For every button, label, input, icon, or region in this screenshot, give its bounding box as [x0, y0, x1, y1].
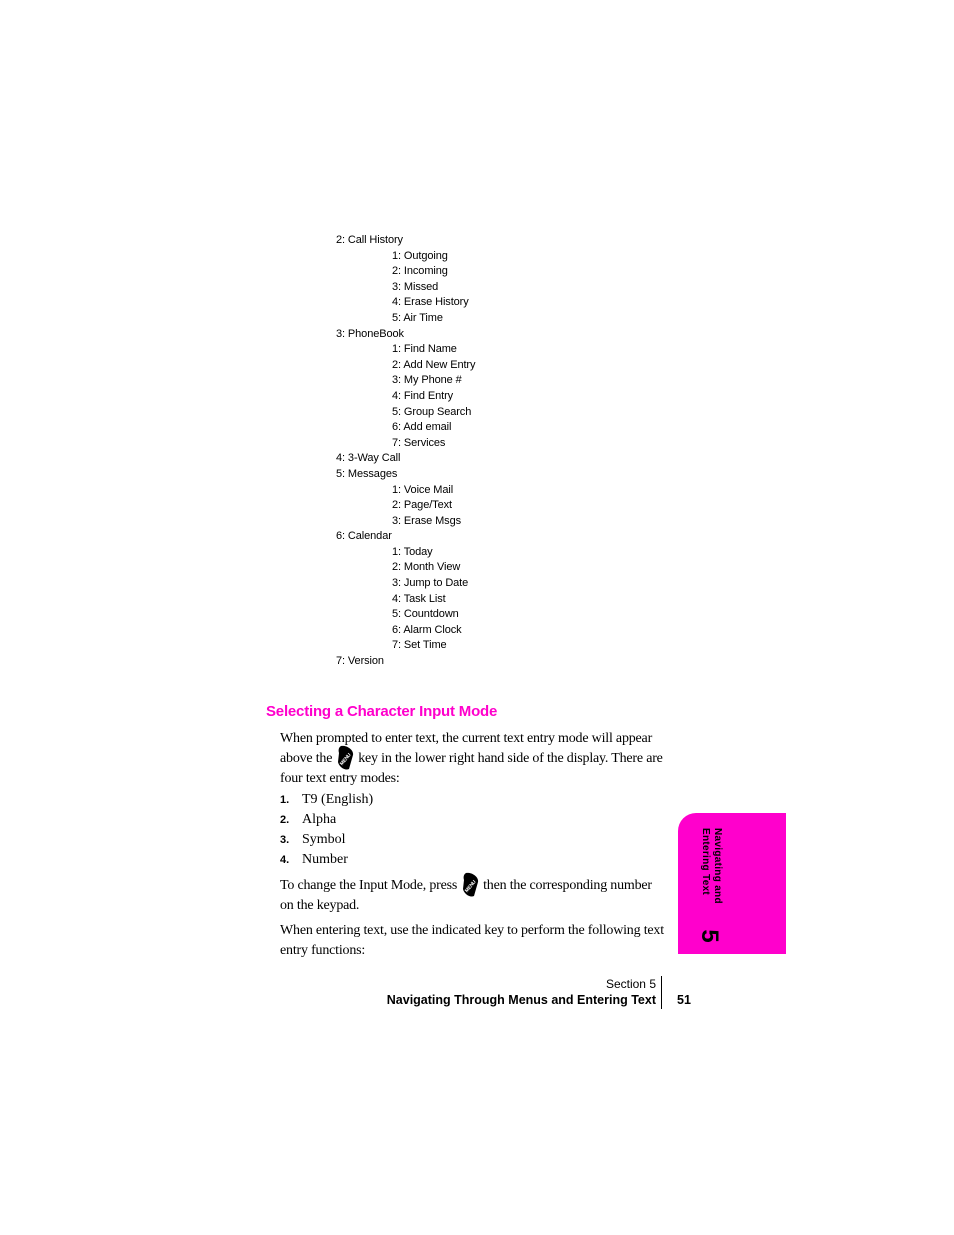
list-number: 4. — [280, 854, 290, 866]
menu-item: 4: 3-Way Call — [336, 452, 401, 465]
submenu-item: 1: Outgoing — [392, 249, 448, 262]
list-label: Number — [302, 852, 348, 867]
menu-key-glyph: MENU — [464, 879, 478, 894]
submenu-item: 7: Set Time — [392, 639, 447, 652]
submenu-item: 4: Task List — [392, 592, 446, 605]
list-label: T9 (English) — [302, 792, 374, 807]
menu-item: 6: Calendar — [336, 530, 392, 543]
submenu-item: 4: Find Entry — [392, 389, 454, 402]
submenu-item: 4: Erase History — [392, 296, 469, 309]
submenu-item: 6: Alarm Clock — [392, 623, 462, 636]
submenu-item: 2: Incoming — [392, 265, 448, 278]
submenu-item: 3: Erase Msgs — [392, 514, 462, 527]
intro-text-after: key in the lower right hand side of the display. There are four text entry modes: — [280, 751, 663, 786]
list-label: Symbol — [302, 832, 346, 847]
chapter-tab-number — [697, 925, 721, 947]
list-number: 3. — [280, 834, 290, 846]
submenu-item: 1: Today — [392, 545, 433, 558]
submenu-item: 5: Group Search — [392, 405, 472, 418]
list-number: 2. — [280, 814, 290, 826]
chapter-tab — [678, 813, 786, 954]
list-item — [280, 790, 373, 810]
submenu-item: 5: Countdown — [392, 608, 459, 621]
submenu-item: 5: Air Time — [392, 311, 443, 324]
chapter-number: 5 — [696, 929, 723, 943]
footer-section-label: Section 5 — [605, 977, 656, 991]
submenu-item: 6: Add email — [392, 421, 452, 434]
menu-item: 5: Messages — [336, 467, 398, 480]
submenu-item: 2: Month View — [392, 561, 461, 574]
change-mode-paragraph — [280, 876, 665, 916]
input-mode-list — [280, 790, 373, 870]
menu-key-icon — [460, 872, 480, 898]
section-heading: Selecting a Character Input Mode — [266, 703, 498, 720]
submenu-item: 3: Jump to Date — [392, 577, 469, 590]
entering-text-paragraph: When entering text, use the indicated key to perform the following text entry functions: — [280, 923, 664, 958]
submenu-item: 2: Page/Text — [392, 499, 452, 512]
menu-tree-list — [336, 233, 636, 670]
chapter-tab-label-line1: Navigating and — [712, 828, 723, 904]
menu-key-glyph: MENU — [339, 752, 353, 767]
intro-paragraph — [280, 729, 665, 789]
submenu-item: 3: My Phone # — [392, 374, 462, 387]
change-mode-text-after: then the corresponding number on the keypad. — [280, 878, 652, 913]
submenu-item: 7: Services — [392, 436, 446, 449]
list-number: 1. — [280, 794, 290, 806]
footer-title: Navigating Through Menus and Entering Text — [386, 993, 656, 1007]
submenu-item: 2: Add New Entry — [392, 358, 476, 371]
menu-item: 2: Call History — [336, 234, 403, 246]
chapter-tab-label-line2: Entering Text — [700, 828, 711, 896]
menu-item: 7: Version — [336, 655, 384, 668]
menu-item: 3: PhoneBook — [336, 327, 404, 340]
menu-key-icon — [335, 745, 355, 771]
change-mode-text-before: To change the Input Mode, press — [280, 878, 458, 893]
list-label: Alpha — [302, 812, 337, 827]
submenu-item: 1: Voice Mail — [392, 483, 454, 496]
list-item — [280, 830, 373, 850]
list-item — [280, 850, 373, 870]
page-number: 51 — [677, 993, 691, 1007]
intro-text-before: When prompted to enter text, the current text entry mode will appear above the — [280, 731, 653, 766]
submenu-item: 1: Find Name — [392, 343, 457, 356]
list-item — [280, 810, 373, 830]
submenu-item: 3: Missed — [392, 280, 439, 293]
chapter-tab-label — [697, 828, 723, 908]
footer-divider — [661, 976, 662, 1009]
